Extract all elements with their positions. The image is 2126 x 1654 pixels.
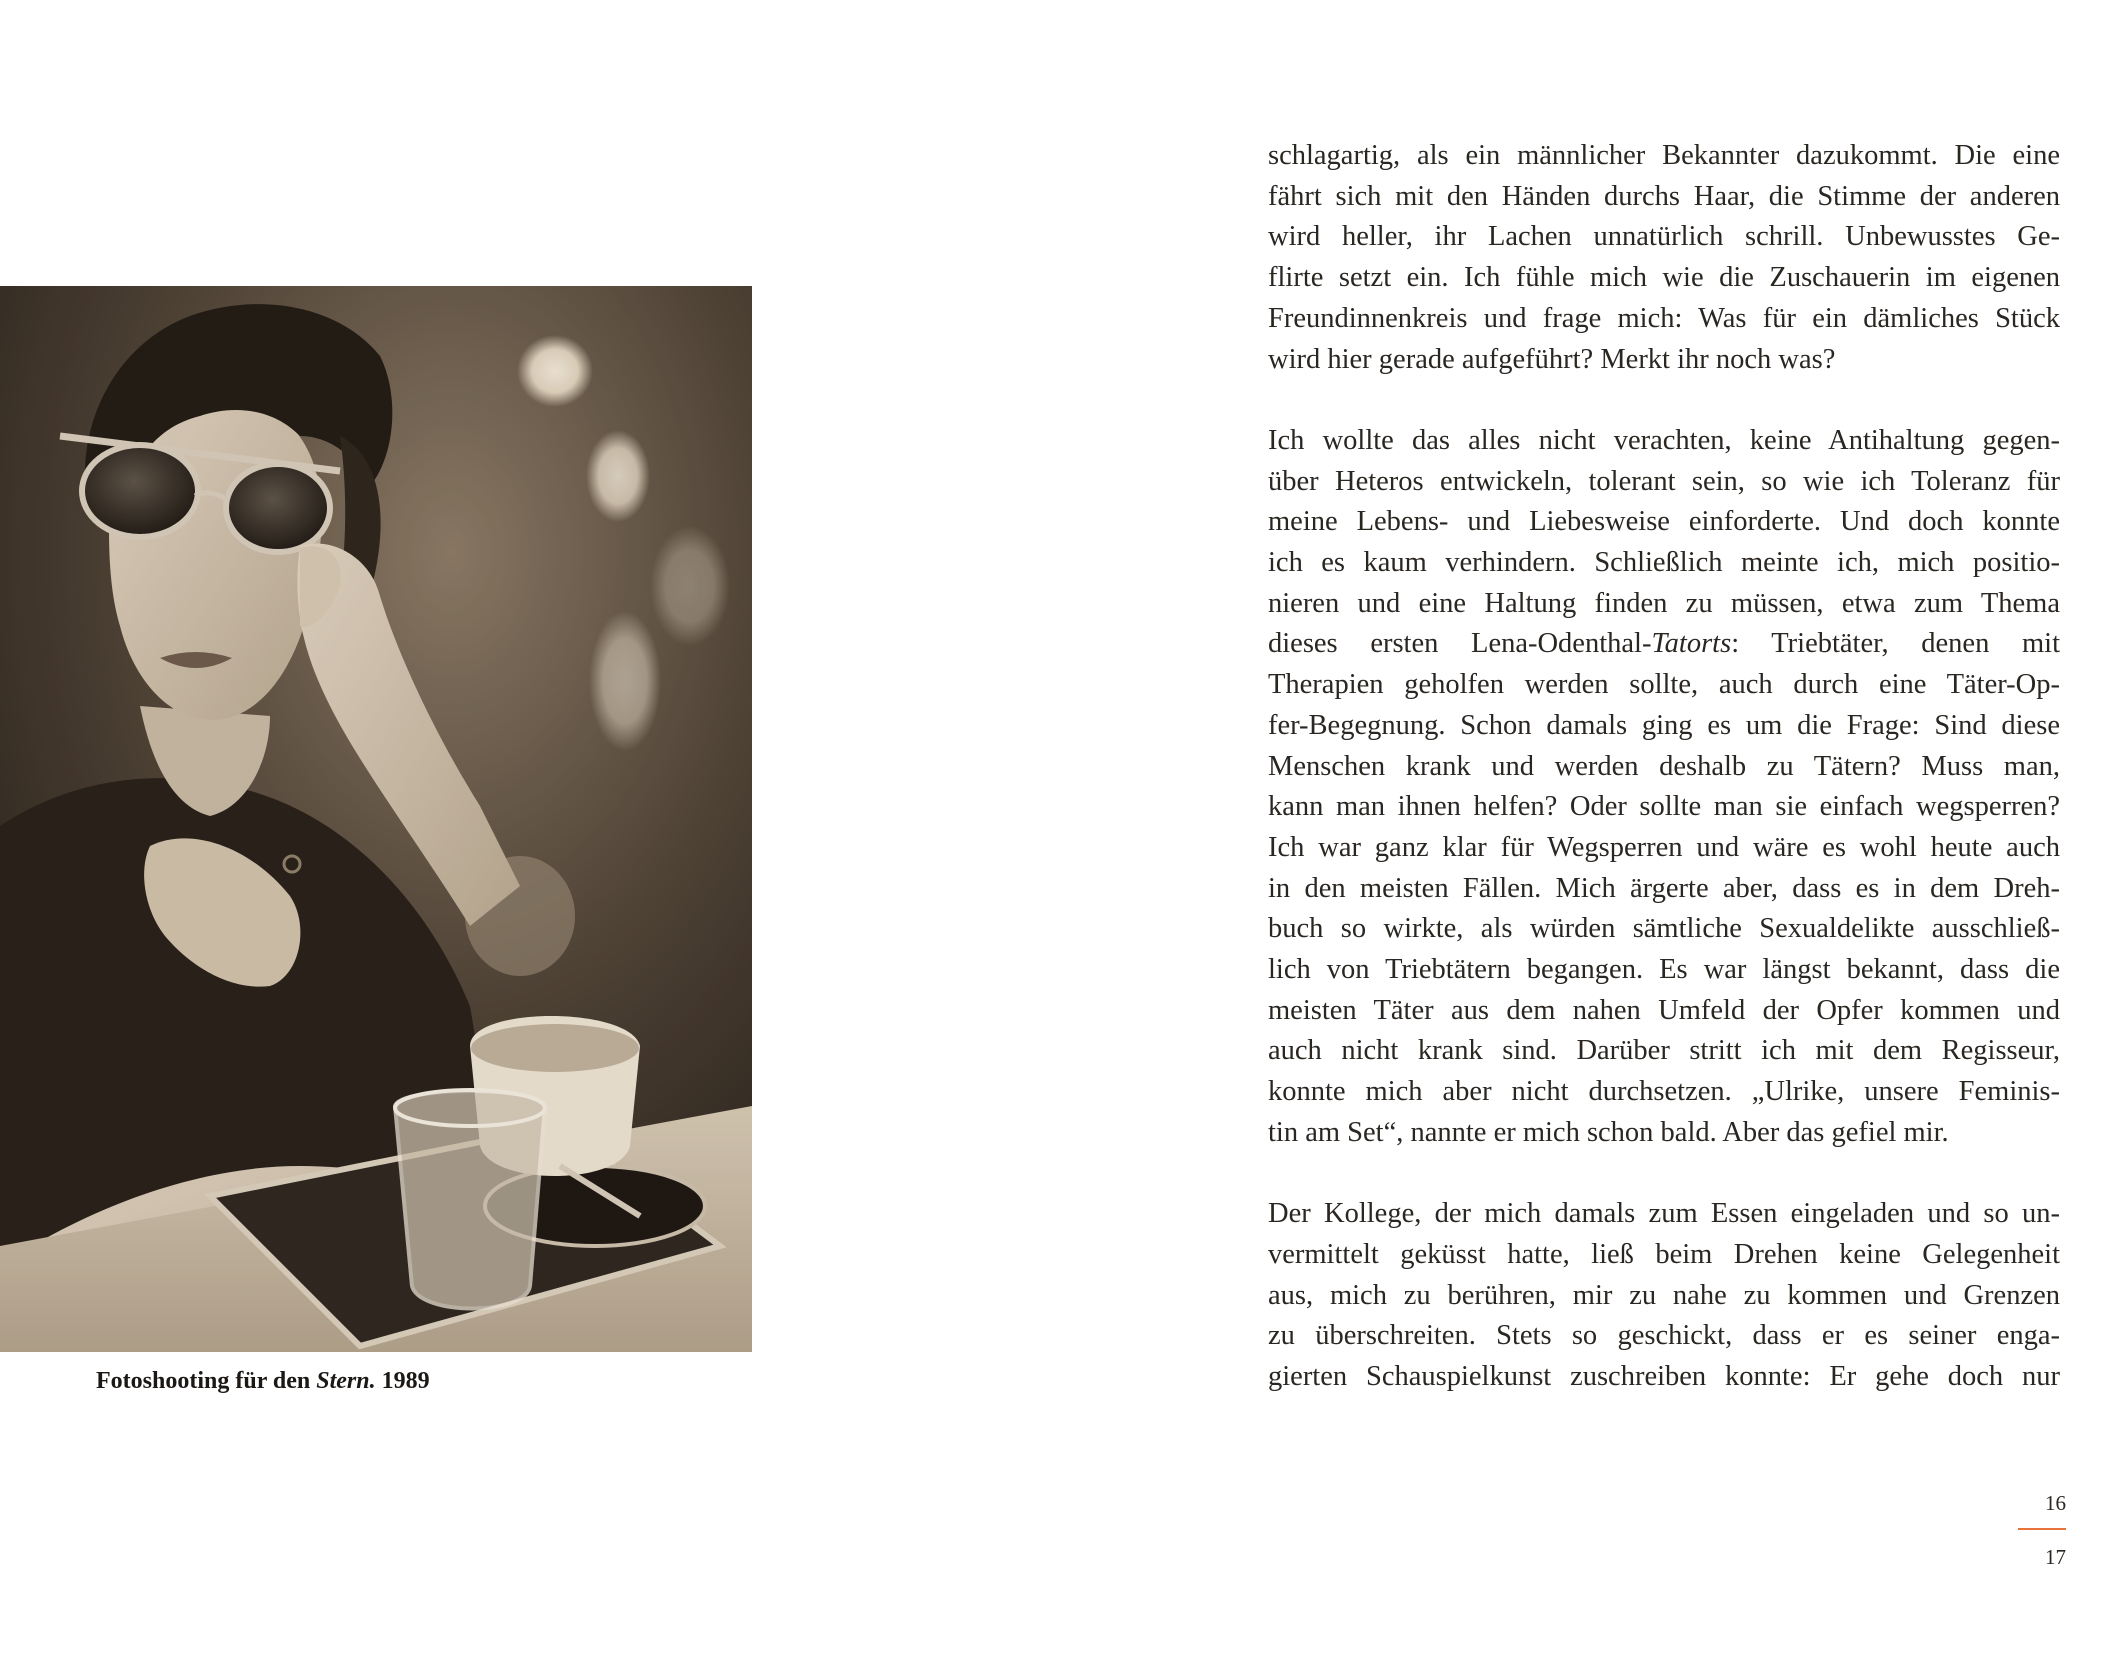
text-line: Ich wollte das alles nicht verachten, keine Antihaltung gegen- (1268, 424, 2060, 456)
caption-publication: Stern. (316, 1368, 376, 1394)
text-line: nieren und eine Haltung finden zu müssen, etwa zum Thema (1268, 587, 2060, 619)
paragraph-3 (1268, 1194, 2060, 1398)
text-line: zu überschreiten. Stets so geschickt, dass er es seiner enga- (1268, 1320, 2060, 1352)
text-line: fährt sich mit den Händen durchs Haar, die Stimme der anderen (1268, 180, 2060, 212)
text-line: gierten Schauspielkunst zuschreiben konnte: Er gehe doch nur (1268, 1361, 2060, 1393)
text-line: Therapien geholfen werden sollte, auch durch eine Täter-Op- (1268, 669, 2060, 701)
line-segment: dieses ersten Lena-Odenthal- (1268, 628, 1652, 660)
text-line: Freundinnenkreis und frage mich: Was für ein dämliches Stück (1268, 302, 2060, 334)
text-line: Der Kollege, der mich damals zum Essen eingeladen und so un- (1268, 1198, 2060, 1230)
page-number-left: 16 (2045, 1491, 2066, 1515)
text-line: ich es kaum verhindern. Schließlich meinte ich, mich positio- (1268, 547, 2060, 579)
text-line: auch nicht krank sind. Darüber stritt ich mit dem Regisseur, (1268, 1035, 2060, 1067)
portrait-photo (0, 286, 752, 1352)
text-line: meine Lebens- und Liebesweise einforderte. Und doch konnte (1268, 506, 2060, 538)
text-line: konnte mich aber nicht durchsetzen. „Ulrike, unsere Feminis- (1268, 1076, 2060, 1108)
body-text (1268, 136, 2060, 1398)
photo-caption (96, 1368, 430, 1395)
photo-illustration (0, 286, 752, 1352)
text-line: fer-Begegnung. Schon damals ging es um die Frage: Sind diese (1268, 709, 2060, 741)
caption-prefix: Fotoshooting für den (96, 1368, 317, 1394)
line-segment: : Triebtäter, denen mit (1731, 628, 2060, 660)
caption-year: 1989 (375, 1368, 430, 1394)
text-line: vermittelt geküsst hatte, ließ beim Drehen keine Gelegenheit (1268, 1238, 2060, 1270)
text-line: wird hier gerade aufgeführt? Merkt ihr noch was? (1268, 343, 1836, 375)
text-line: Ich war ganz klar für Wegsperren und wäre es wohl heute auch (1268, 831, 2060, 863)
film-title: Tatorts (1651, 628, 1732, 660)
page-numbers (2010, 1490, 2066, 1570)
text-line: lich von Triebtätern begangen. Es war längst bekannt, dass die (1268, 954, 2060, 986)
text-line: über Heteros entwickeln, tolerant sein, so wie ich Toleranz für (1268, 465, 2060, 497)
text-line: schlagartig, als ein männlicher Bekannter dazukommt. Die eine (1268, 140, 2060, 171)
text-line: tin am Set“, nannte er mich schon bald. Aber das gefiel mir. (1268, 1116, 1949, 1148)
text-line: flirte setzt ein. Ich fühle mich wie die Zuschauerin im eigenen (1268, 262, 2060, 294)
paragraph-2 (1268, 421, 2060, 1154)
text-line: wird heller, ihr Lachen unnatürlich schrill. Unbewusstes Ge- (1268, 221, 2060, 253)
text-line: in den meisten Fällen. Mich ärgerte aber, dass es in dem Dreh- (1268, 872, 2060, 904)
page-number-divider (2018, 1528, 2066, 1530)
paragraph-1 (1268, 136, 2060, 380)
page-number-right: 17 (2045, 1545, 2066, 1569)
text-line: kann man ihnen helfen? Oder sollte man sie einfach wegsperren? (1268, 791, 2060, 823)
text-line: aus, mich zu berühren, mir zu nahe zu kommen und Grenzen (1268, 1279, 2060, 1311)
text-line-with-title (1268, 624, 2060, 665)
text-line: Menschen krank und werden deshalb zu Tätern? Muss man, (1268, 750, 2060, 782)
text-line: meisten Täter aus dem nahen Umfeld der Opfer kommen und (1268, 994, 2060, 1026)
text-line: buch so wirkte, als würden sämtliche Sexualdelikte ausschließ- (1268, 913, 2060, 945)
